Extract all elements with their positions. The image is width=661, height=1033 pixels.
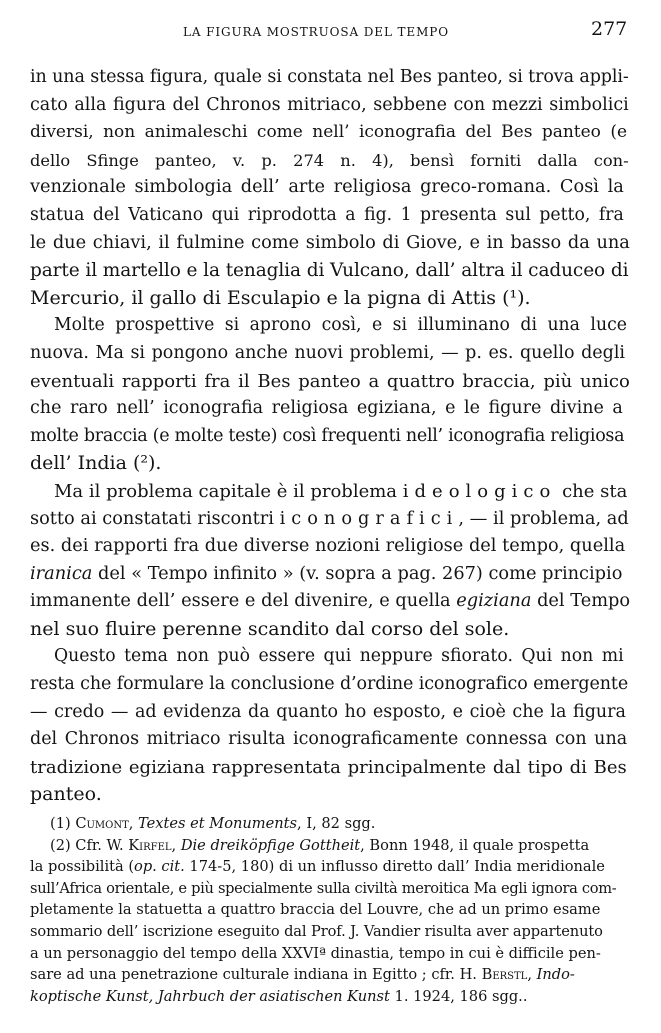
page-header	[0, 16, 661, 48]
emphasis-italic: Indo-	[536, 966, 575, 984]
text-run: la possibilità (	[30, 858, 135, 876]
text-line: dello Sfinge panteo, v. p. 274 n. 4), bensì forniti dalla con-	[30, 150, 629, 170]
running-title: LA FIGURA MOSTRUOSA DEL TEMPO	[183, 25, 449, 39]
footnote-line: sull’Africa orientale, e più specialmente sulla civiltà meroitica Ma egli ignora com-	[30, 879, 617, 897]
footnote-line: a un personaggio del tempo della XXVIª dinastia, tempo in cui è difficile pen-	[30, 944, 601, 962]
text-line: che raro nell’ iconografia religiosa egiziana, e le figure divine a	[30, 398, 623, 419]
text-line: — credo — ad evidenza da quanto ho esposto, e cioè che la figura	[30, 701, 626, 722]
text-line: panteo.	[30, 783, 102, 806]
text-run: 174-5, 180) di un influsso diretto dall’ India meridionale	[184, 858, 605, 876]
footnote-author: Cumont	[75, 815, 129, 832]
text-line	[30, 506, 630, 534]
text-line: eventuali rapporti fra il Bes panteo a quattro braccia, più unico	[30, 370, 630, 392]
text-line: nuova. Ma si pongono anche nuovi problemi, — p. es. quello degli	[30, 342, 626, 363]
text-run: ,	[171, 836, 181, 854]
footnotes	[30, 813, 630, 1007]
page-number: 277	[591, 18, 628, 40]
text-line: statua del Vaticano qui riprodotta a fig. 1 presenta sul petto, fra	[30, 204, 624, 225]
footnote-line	[30, 856, 630, 878]
text-run: sare ad una penetrazione culturale indiana in Egitto ; cfr. H.	[30, 966, 482, 984]
emphasis-italic: op. cit.	[134, 858, 185, 876]
footnote-title: Textes et Monuments	[138, 815, 298, 832]
text-line: Questo tema non può essere qui neppure sfiorato. Qui non mi	[54, 646, 624, 667]
text-line: es. dei rapporti fra due diverse nozioni religiose del tempo, quella	[30, 536, 626, 557]
text-line: del Chronos mitriaco risulta iconograficamente connessa con una	[30, 729, 628, 750]
footnote-line: sommario dell’ iscrizione eseguito dal Prof. J. Vandier risulta aver appartenuto	[30, 922, 603, 940]
text-run: ,	[527, 966, 537, 984]
text-run: che sta	[562, 480, 628, 502]
text-line	[30, 588, 630, 616]
text-line: le due chiavi, il fulmine come simbolo di Giove, e in basso da una	[30, 232, 630, 253]
emphasis-italic: iranica	[30, 563, 93, 584]
text-line: tradizione egiziana rappresentata principalmente dal tipo di Bes	[30, 756, 627, 778]
footnote-title: Die dreiköpfige Gottheit	[180, 836, 361, 854]
emphasis-spaced: ideologico	[402, 480, 557, 502]
text-line: molte braccia (e molte teste) così frequenti nell’ iconografia religiosa	[30, 425, 625, 446]
body-text	[30, 64, 630, 809]
text-run: ,	[128, 815, 139, 832]
text-run: 1. 1924, 186 sgg..	[389, 987, 528, 1005]
footnote-number: (1)	[50, 815, 76, 832]
footnote-line	[30, 986, 630, 1008]
footnote-2	[30, 835, 630, 857]
text-run: , Bonn 1948, il quale prospetta	[360, 836, 590, 854]
text-line: resta che formulare la conclusione d’ordine iconografico emergente	[30, 674, 629, 695]
text-run: del « Tempo infinito » (v. sopra a pag. 267) come principio	[92, 563, 623, 584]
emphasis-italic: egiziana	[456, 591, 532, 612]
text-run: , I, 82 sgg.	[297, 815, 376, 832]
text-line: cato alla figura del Chronos mitriaco, sebbene con mezzi simbolici	[30, 94, 629, 115]
text-run: , — il problema, ad	[458, 508, 629, 529]
text-line: Mercurio, il gallo di Esculapio e la pigna di Attis (¹).	[30, 286, 531, 309]
text-line: Molte prospettive si aprono così, e si illuminano di una luce	[54, 315, 627, 336]
footnote-author: Berstl	[481, 966, 528, 984]
text-line	[30, 561, 630, 589]
text-line: parte il martello e la tenaglia di Vulcano, dall’ altra il caduceo di	[30, 260, 629, 282]
emphasis-spaced: iconografici	[279, 508, 459, 529]
text-line: in una stessa figura, quale si constata nel Bes panteo, si trova appli-	[30, 67, 629, 87]
text-line: diversi, non animaleschi come nell’ iconografia del Bes panteo (e	[30, 122, 628, 143]
footnote-author: Kirfel	[128, 836, 172, 854]
footnote-line: pletamente la statuetta a quattro braccia del Louvre, che ad un primo esame	[30, 901, 601, 919]
text-line	[30, 478, 630, 506]
text-line: nel suo fluire perenne scandito dal corso del sole.	[30, 617, 510, 640]
text-run: immanente dell’ essere e del divenire, e quella	[30, 591, 457, 612]
text-run: sotto ai constatati riscontri	[30, 508, 274, 529]
footnote-number: (2) Cfr. W.	[50, 836, 129, 854]
footnote-1	[30, 813, 630, 835]
text-line: venzionale simbologia dell’ arte religiosa greco-romana. Così la	[30, 177, 624, 198]
footnote-line	[30, 964, 630, 986]
emphasis-italic: koptische Kunst, Jahrbuch der asiatischen Kunst	[30, 987, 390, 1005]
text-run: Ma il problema capitale è il problema	[54, 480, 398, 502]
text-run: del Tempo	[531, 591, 631, 612]
text-line: dell’ India (²).	[30, 452, 162, 475]
